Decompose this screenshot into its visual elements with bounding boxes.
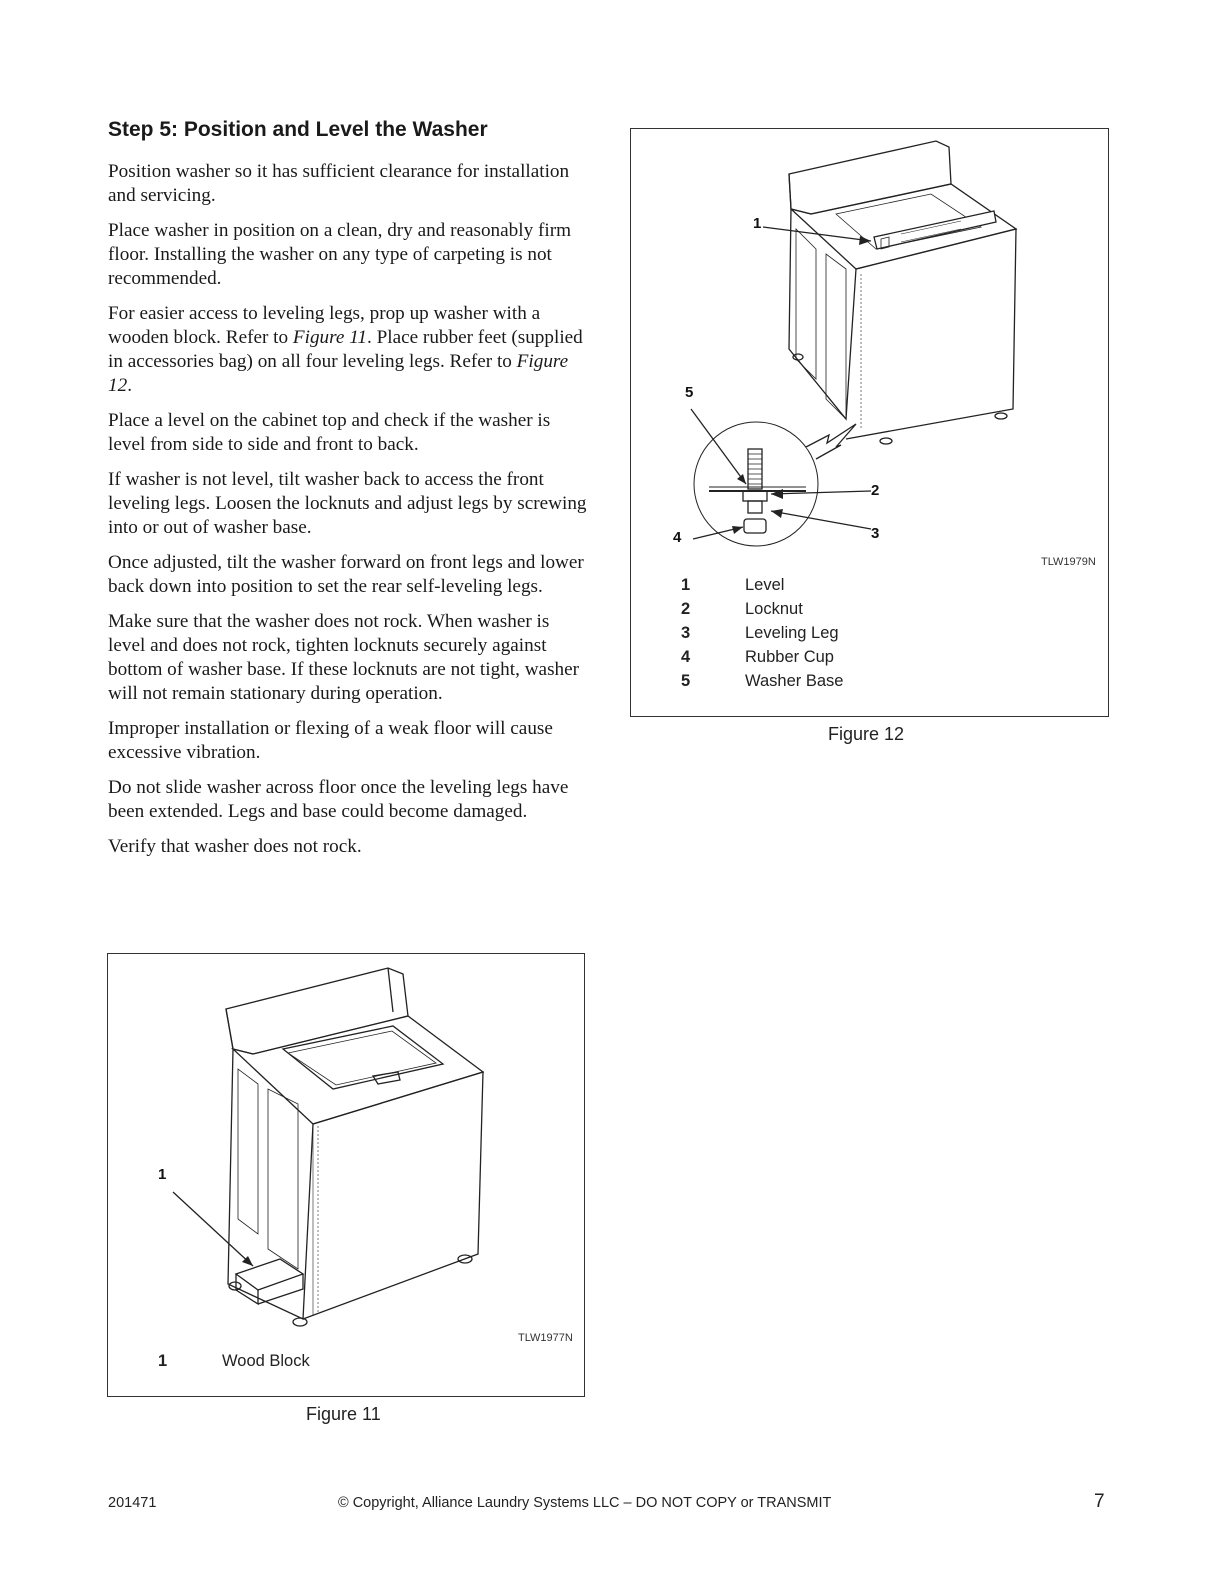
figure-12-reference: Figure 12: [108, 351, 569, 396]
legend-number: 2: [681, 600, 691, 618]
paragraph-wood-block: For easier access to leveling legs, prop up washer with a wooden block. Refer to Figure 11. Place rubber feet (supplied in accessories bag) on all four leveling legs. Refer to Figure 12.: [108, 303, 583, 396]
paragraph-no-rock: Make sure that the washer does not rock. When washer is level and does not rock, tighten locknuts securely against bottom of washer base. If these locknuts are not tight, washer will not remain stationary during operation.: [108, 611, 580, 704]
figure-11-code: TLW1977N: [518, 1332, 573, 1344]
instruction-text: [108, 160, 588, 870]
legend-number: 1: [158, 1352, 168, 1370]
figure-11-washer-illustration: [108, 954, 584, 1396]
step-heading: Step 5: Position and Level the Washer: [108, 118, 488, 141]
figure-12-code: TLW1979N: [1041, 556, 1096, 568]
paragraph-verify: Verify that washer does not rock.: [108, 836, 362, 857]
figure-11-caption: Figure 11: [306, 1404, 381, 1424]
paragraph-check-level: Place a level on the cabinet top and check if the washer is level from side to side and front to back.: [108, 410, 551, 455]
figure-12-callout-rubber-cup: 4: [673, 529, 682, 546]
figure-12-box: [630, 128, 1109, 717]
paragraph-vibration: Improper installation or flexing of a weak floor will cause excessive vibration.: [108, 718, 553, 763]
paragraph-clearance: Position washer so it has sufficient clearance for installation and servicing.: [108, 161, 570, 206]
paragraph-no-slide: Do not slide washer across floor once the leveling legs have been extended. Legs and base could become damaged.: [108, 777, 569, 822]
figure-12-callout-locknut: 2: [871, 482, 880, 499]
footer-doc-number: 201471: [108, 1495, 157, 1511]
figure-11-callout-1: 1: [158, 1166, 167, 1183]
footer-copyright: © Copyright, Alliance Laundry Systems LLC – DO NOT COPY or TRANSMIT: [338, 1495, 832, 1511]
figure-12-caption: Figure 12: [828, 724, 905, 744]
figure-11-box: [107, 953, 585, 1397]
figure-12-legend-row: [681, 621, 981, 645]
legend-label: Level: [745, 576, 785, 594]
legend-number: 3: [681, 624, 691, 642]
legend-number: 1: [681, 576, 691, 594]
legend-label: Rubber Cup: [745, 648, 834, 666]
figure-12-legend-row: [681, 597, 981, 621]
figure-12-callout-leveling-leg: 3: [871, 525, 880, 542]
legend-label: Locknut: [745, 600, 803, 618]
legend-label: Washer Base: [745, 672, 844, 690]
footer-page-number: 7: [1094, 1491, 1105, 1512]
figure-12-legend-row: [681, 573, 981, 597]
figure-12-legend-row: [681, 645, 981, 669]
legend-number: 4: [681, 648, 691, 666]
paragraph-adjust-legs: If washer is not level, tilt washer back to access the front leveling legs. Loosen the locknuts and adjust legs by screwing into or out of washer base.: [108, 469, 587, 538]
legend-label: Wood Block: [222, 1352, 310, 1370]
figure-12-legend-row: [681, 669, 981, 693]
figure-11-reference: Figure 11: [292, 327, 367, 348]
figure-12-callout-level: 1: [753, 215, 762, 232]
paragraph-rear-legs: Once adjusted, tilt the washer forward on front legs and lower back down into position to set the rear self-leveling legs.: [108, 552, 584, 597]
legend-label: Leveling Leg: [745, 624, 839, 642]
figure-11-legend-row: [158, 1349, 458, 1373]
paragraph-floor: Place washer in position on a clean, dry and reasonably firm floor. Installing the washer on any type of carpeting is not recommended.: [108, 220, 572, 289]
legend-number: 5: [681, 672, 691, 690]
figure-12-callout-washer-base: 5: [685, 384, 694, 401]
